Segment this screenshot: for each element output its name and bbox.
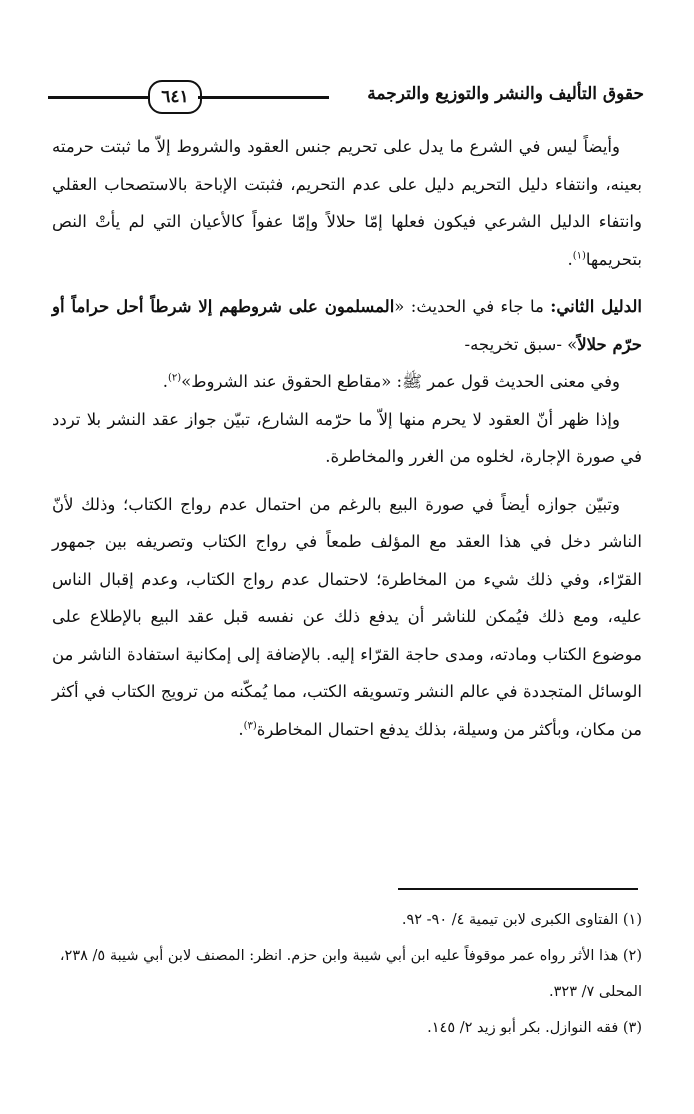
paragraph: وإذا ظهر أنّ العقود لا يحرم منها إلاّ ما حرّمه الشارع، تبيّن جواز عقد النشر بلا تردد في صورة الإجارة، لخلوه من الغرر والمخاطرة. <box>52 409 642 466</box>
footnote: (١) الفتاوى الكبرى لابن تيمية ٤/ ٩٠- ٩٢. <box>401 912 642 928</box>
footnote-separator <box>398 888 638 890</box>
footnote: (٢) هذا الأثر رواه عمر موقوفاً عليه ابن أبي شيبة وابن حزم. انظر: المصنف لابن أبي شيبة ٥/ ٢٣٨، المحلى ٧/ ٣٢٣. <box>59 948 642 1000</box>
evidence-heading: الدليل الثاني: <box>550 297 642 316</box>
paragraph: الدليل الثاني: ما جاء في الحديث: «المسلمون على شروطهم إلا شرطاً أحل حراماً أو حرّم حلالاً» -سبق تخريجه- <box>52 297 642 354</box>
header-rule <box>48 96 148 99</box>
footnote-ref: (١) <box>572 250 586 261</box>
header-rule <box>198 96 329 99</box>
page-header <box>48 78 644 118</box>
footnote: (٣) فقه النوازل. بكر أبو زيد ٢/ ١٤٥. <box>427 1020 642 1036</box>
athar-quote: مقاطع الحقوق عند الشروط <box>191 372 382 391</box>
main-text <box>52 128 642 748</box>
footnote-ref: (٢) <box>167 372 182 384</box>
paragraph: وأيضاً ليس في الشرع ما يدل على تحريم جنس العقود والشروط إلاّ ما ثبتت حرمته بعينه، وانتفاء دليل التحريم دليل على عدم التحريم، فثبتت الإباحة بالاستصحاب العقلي وانتفاء الدليل الشرعي فيكون فعلها إمّا حلالاً وإمّا عفواً كالأعيان التي لم يأتْ النص بتحريمها$^{(١)}$. <box>52 137 642 269</box>
footnotes <box>52 902 642 1046</box>
paragraph: وتبيّن جوازه أيضاً في صورة البيع بالرغم من احتمال عدم رواج الكتاب؛ وذلك لأنّ الناشر دخل في هذا العقد مع المؤلف طمعاً في رواج الكتاب وتصريفه بين جمهور القرّاء، وفي ذلك شيء من المخاطرة؛ لاحتمال عدم رواج الكتاب، وعدم إقبال الناس عليه، ومع ذلك فيُمكن للناشر أن يدفع ذلك عن نفسه قبل عقد البيع بالإطلاع على موضوع الكتاب ومادته، ومدى حاجة القرّاء إليه. بالإضافة إلى إمكانية استفادة الناشر من الوسائل المتجددة في عالم النشر وتسويقه الكتب، مما يُمكّنه من ترويج الكتاب في أكثر من مكان، وبأكثر من وسيلة، بذلك يدفع احتمال المخاطرة$^{(٣)}$. <box>52 494 642 739</box>
paragraph: وفي معنى الحديث قول عمر ﷺ: «مقاطع الحقوق عند الشروط»$^{(٢)}$. <box>162 372 620 391</box>
hadith-quote: المسلمون على شروطهم إلا شرطاً أحل حراماً أو حرّم حلالاً <box>52 297 642 354</box>
running-title: حقوق التأليف والنشر والتوزيع والترجمة <box>367 84 644 104</box>
footnote-ref: (٣) <box>243 720 257 731</box>
page-number: ٦٤١ <box>148 80 202 114</box>
